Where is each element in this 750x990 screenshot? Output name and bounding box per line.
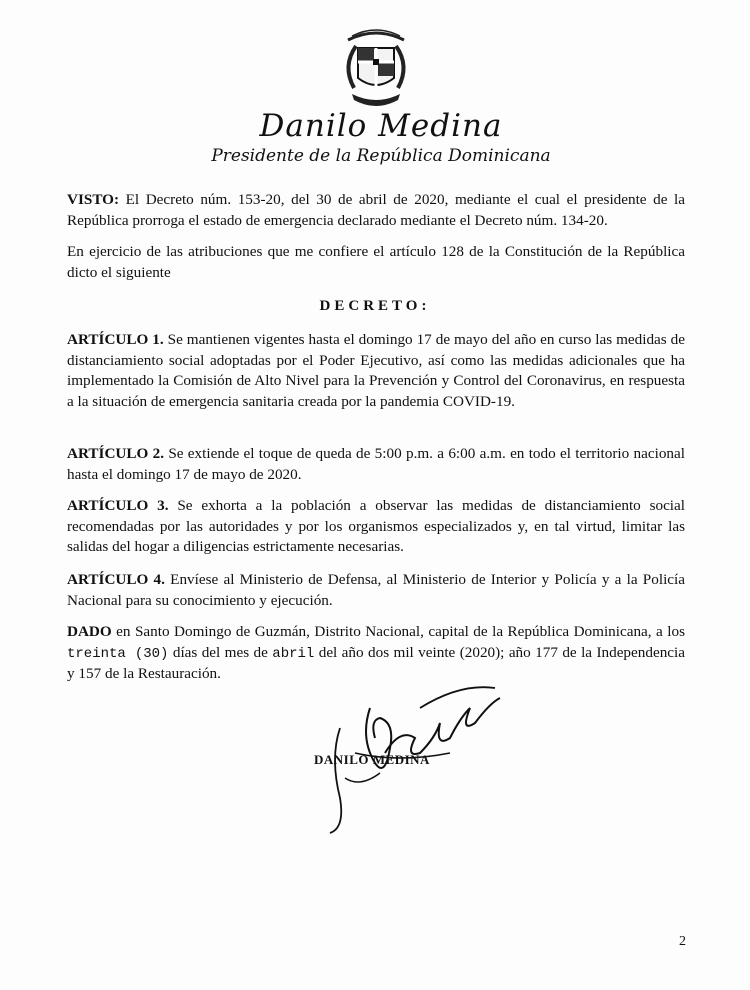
visto-label: VISTO: (67, 191, 120, 208)
dado-text-3: del año dos mil veinte (2020); año 177 de la Independencia y 157 de la Restauración. (67, 643, 685, 682)
visto-paragraph (67, 190, 685, 231)
article-4-text: Envíese al Ministerio de Defensa, al Ministerio de Interior y Policía y a la Policía Nacional para su conocimiento y ejecución. (67, 571, 685, 609)
coat-of-arms-icon (336, 26, 416, 114)
signature-icon (300, 668, 520, 838)
article-1-text: Se mantienen vigentes hasta el domingo 17 de mayo del año en curso las medidas de distanciamiento social adoptadas por el Poder Ejecutivo, así como las medidas adicionales que ha implementado la Comisión de Alto Nivel para la Prevención y Control del Coronavirus, en respuesta a la situación de emergencia sanitaria creada por la pandemia COVID-19. (67, 331, 685, 410)
day-filled: treinta (30) (67, 645, 169, 662)
president-title: Presidente de la República Dominicana (211, 146, 551, 166)
article-3-text: Se exhorta a la población a observar las medidas de distanciamiento social recomendadas por las autoridades y por los organismos especializados y, en tal virtud, limitar las salidas del hogar a diligencias estrictamente necesarias. (67, 497, 685, 555)
dado-text-1: en Santo Domingo de Guzmán, Distrito Nacional, capital de la República Dominicana, a los (111, 623, 685, 640)
article-1 (67, 330, 685, 412)
article-3-label: ARTÍCULO 3. (67, 497, 169, 514)
month-filled: abril (272, 645, 315, 662)
dado-label: DADO (67, 623, 112, 640)
visto-text: El Decreto núm. 153-20, del 30 de abril de 2020, mediante el cual el presidente de la República prorroga el estado de emergencia declarado mediante el Decreto núm. 134-20. (67, 191, 685, 229)
article-1-label: ARTÍCULO 1. (67, 331, 164, 348)
decreto-heading: DECRETO: (319, 298, 431, 314)
article-3 (67, 496, 685, 558)
page-number: 2 (679, 934, 686, 949)
article-2-text: Se extiende el toque de queda de 5:00 p.m. a 6:00 a.m. en todo el territorio nacional hasta el domingo 17 de mayo de 2020. (67, 445, 685, 483)
article-2-label: ARTÍCULO 2. (67, 445, 165, 462)
president-name: Danilo Medina (259, 108, 503, 144)
dado-text-2: días del mes de (168, 643, 273, 661)
preamble-text: En ejercicio de las atribuciones que me confiere el artículo 128 de la Constitución de la República dicto el siguiente (67, 243, 685, 281)
signature-printed-name: DANILO MEDINA (314, 752, 430, 767)
article-2 (67, 444, 685, 485)
article-4-label: ARTÍCULO 4. (67, 571, 165, 588)
preamble-paragraph (67, 242, 685, 283)
article-4 (67, 570, 685, 611)
